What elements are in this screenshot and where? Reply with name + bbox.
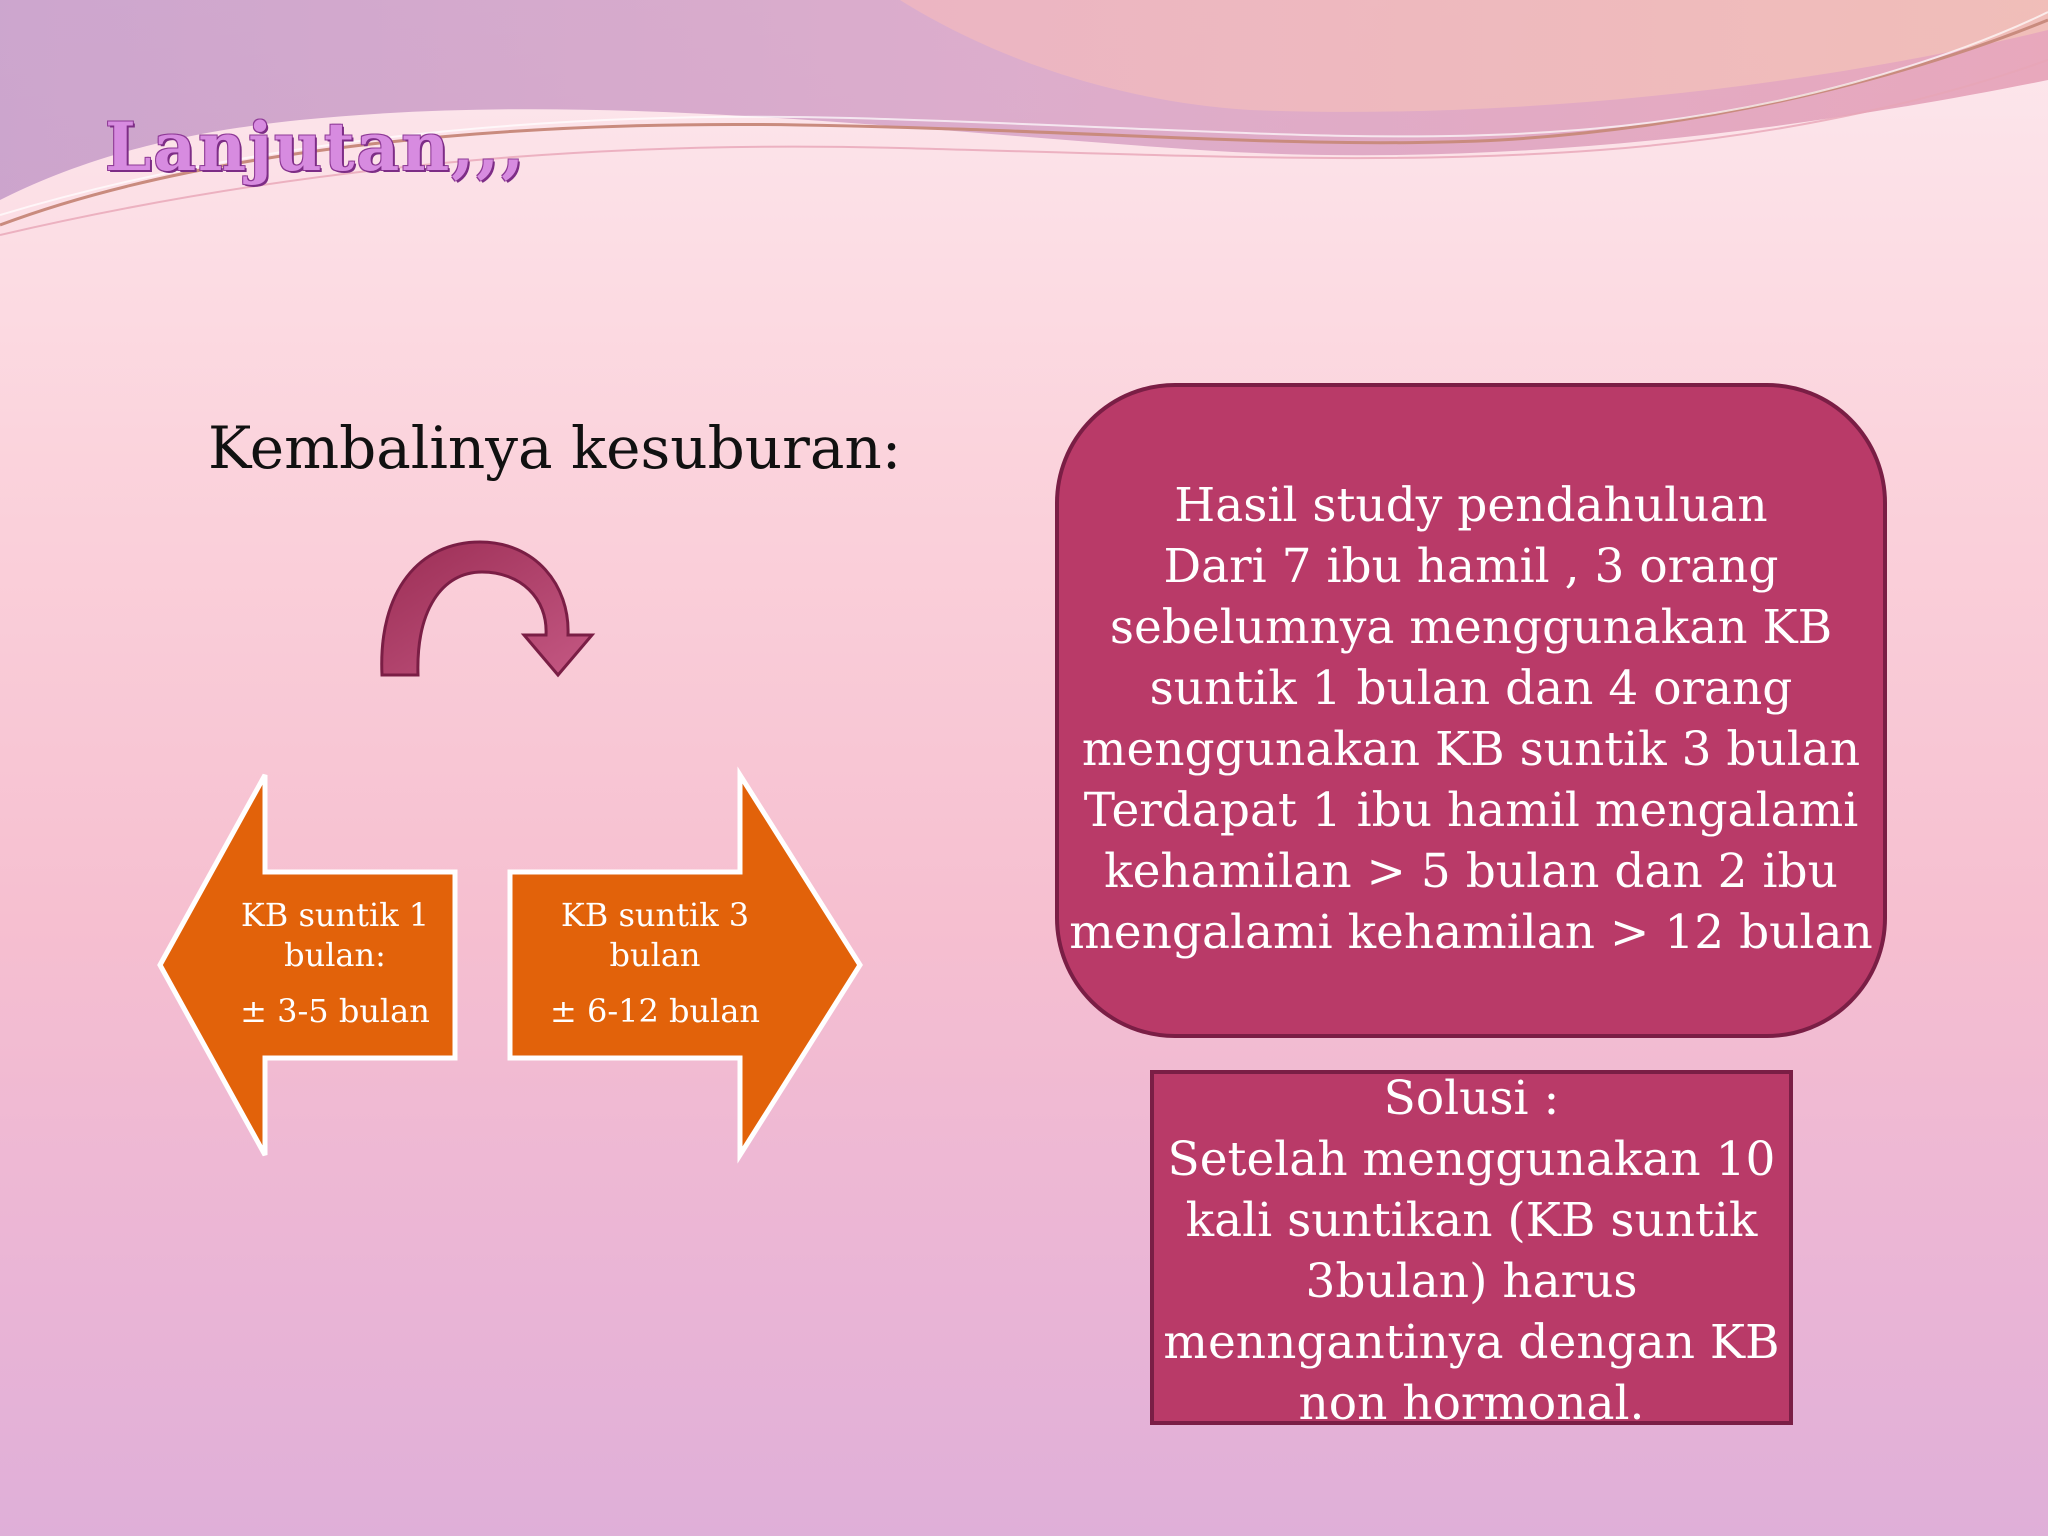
solution-line: Setelah menggunakan 10	[1167, 1132, 1776, 1187]
study-line: kehamilan > 5 bulan dan 2 ibu	[1104, 844, 1838, 899]
left-arrow-range: ± 3-5 bulan	[240, 992, 430, 1030]
study-line: menggunakan KB suntik 3 bulan	[1081, 722, 1861, 777]
slide-title: Lanjutan,,,	[105, 108, 527, 186]
solution-line: menngantinya dengan KB	[1163, 1315, 1780, 1370]
study-line: Hasil study pendahuluan	[1174, 478, 1768, 533]
solution-box	[1150, 1070, 1793, 1431]
left-arrow-label	[230, 895, 440, 1031]
right-arrow-label	[545, 895, 765, 1031]
right-arrow-line1: KB suntik 3	[560, 896, 750, 934]
study-line: sebelumnya menggunakan KB	[1109, 600, 1833, 655]
study-line: mengalami kehamilan > 12 bulan	[1069, 905, 1873, 960]
left-arrow-line1: KB suntik 1	[240, 896, 430, 934]
curved-arrow-icon	[370, 530, 610, 690]
solution-line: non hormonal.	[1298, 1376, 1645, 1431]
left-arrow-line2: bulan:	[284, 936, 386, 974]
study-line: Dari 7 ibu hamil , 3 orang	[1163, 539, 1779, 594]
subheading: Kembalinya kesuburan:	[208, 414, 902, 482]
study-result-box	[1055, 383, 1887, 1038]
study-line: suntik 1 bulan dan 4 orang	[1149, 661, 1793, 716]
right-arrow-range: ± 6-12 bulan	[549, 992, 761, 1030]
study-line: Terdapat 1 ibu hamil mengalami	[1083, 783, 1859, 838]
solution-line: kali suntikan (KB suntik	[1185, 1193, 1758, 1248]
solution-line: 3bulan) harus	[1305, 1254, 1638, 1309]
right-arrow-line2: bulan	[609, 936, 701, 974]
solution-heading: Solusi :	[1383, 1071, 1560, 1126]
